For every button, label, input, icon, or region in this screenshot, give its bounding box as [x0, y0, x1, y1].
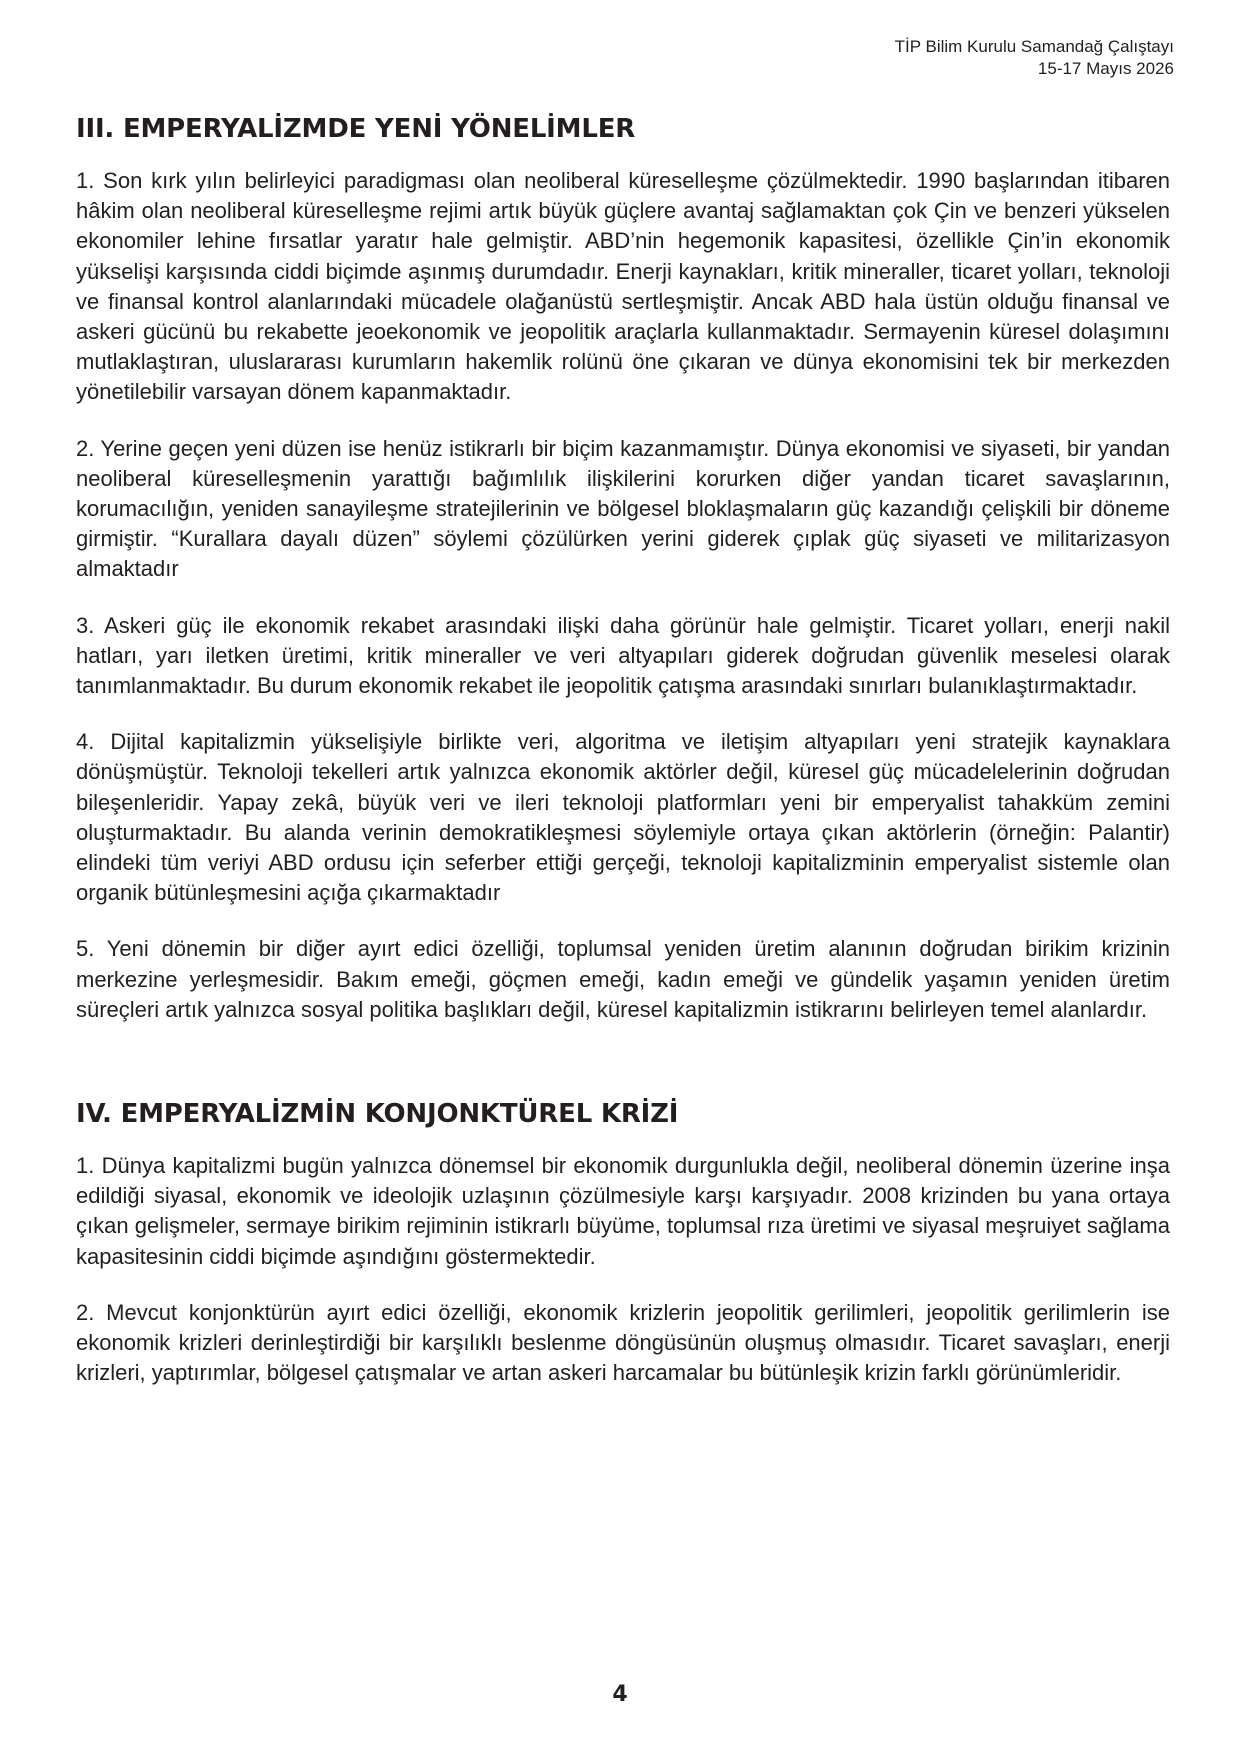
- section-iv: [76, 1097, 1170, 1388]
- page-number: 4: [612, 1682, 628, 1707]
- paragraph: 5. Yeni dönemin bir diğer ayırt edici özelliği, toplumsal yeniden üretim alanının doğrudan birikim krizinin merkezine yerleşmesidir. Bakım emeği, göçmen emeği, kadın emeği ve gündelik yaşamın yeniden üretim süreçleri artık yalnızca sosyal politika başlıkları değil, küresel kapitalizmin istikrarını belirleyen temel alanlardır.: [76, 936, 1170, 1022]
- paragraph: 3. Askeri güç ile ekonomik rekabet arasındaki ilişki daha görünür hale gelmiştir. Ticaret yolları, enerji nakil hatları, yarı iletken üretimi, kritik mineraller ve veri altyapıları giderek doğrudan güvenlik meselesi olarak tanımlanmaktadır. Bu durum ekonomik rekabet ile jeopolitik çatışma arasındaki sınırları bulanıklaştırmaktadır.: [76, 612, 1170, 699]
- header-dates: 15-17 Mayıs 2026: [1037, 59, 1174, 78]
- header-workshop-title: TİP Bilim Kurulu Samandağ Çalıştayı: [894, 37, 1174, 56]
- paragraph: 1. Dünya kapitalizmi bugün yalnızca dönemsel bir ekonomik durgunlukla değil, neoliberal dönemin üzerine inşa edildiği siyasal, ekonomik ve ideolojik uzlaşının çözülmesiyle karşı karşıyadır. 2008 krizinden bu yana ortaya çıkan gelişmeler, sermaye birikim rejiminin istikrarlı büyüme, toplumsal rıza üretimi ve siyasal meşruiyet sağlama kapasitesinin ciddi biçimde aşındığını göstermektedir.: [76, 1153, 1170, 1269]
- section-heading: III. EMPERYALİZMDE YENİ YÖNELİMLER: [76, 114, 636, 144]
- paragraph: 1. Son kırk yılın belirleyici paradigması olan neoliberal küreselleşme çözülmektedir. 1990 başlarından itibaren hâkim olan neoliberal küreselleşme rejimi artık büyük güçlere avantaj sağlamaktan çok Çin ve benzeri yükselen ekonomiler lehine fırsatlar yaratır hale gelmiştir. ABD’nin hegemonik kapasitesi, özellikle Çin’in ekonomik yükselişi karşısında ciddi biçimde aşınmış durumdadır. Enerji kaynakları, kritik mineraller, ticaret yolları, teknoloji ve finansal kontrol alanlarındaki mücadele olağanüstü sertleşmiştir. Ancak ABD hala üstün olduğu finansal ve askeri gücünü bu rekabette jeoekonomik ve jeopolitik araçlarla kullanmaktadır. Sermayenin küresel dolaşımını mutlaklaştıran, uluslararası kurumların hakemlik rolünü öne çıkaran ve dünya ekonomisini tek bir merkezden yönetilebilir varsayan dönem kapanmaktadır.: [76, 168, 1170, 405]
- paragraph: 2. Mevcut konjonktürün ayırt edici özelliği, ekonomik krizlerin jeopolitik gerilimleri, jeopolitik gerilimlerin ise ekonomik krizleri derinleştirdiği bir karşılıklı beslenme döngüsünün oluşmuş olmasıdır. Ticaret savaşları, enerji krizleri, yaptırımlar, bölgesel çatışmalar ve artan askeri harcamalar bu bütünleşik krizin farklı görünümleridir.: [76, 1299, 1170, 1386]
- page-body: [76, 112, 1170, 1389]
- section-iii: [76, 112, 1170, 1025]
- paragraph: 2. Yerine geçen yeni düzen ise henüz istikrarlı bir biçim kazanmamıştır. Dünya ekonomisi ve siyaseti, bir yandan neoliberal küreselleşmenin yarattığı bağımlılık ilişkilerini korurken diğer yandan ticaret savaşlarının, korumacılığın, yeniden sanayileşme stratejilerinin ve bölgesel bloklaşmaların güç kazandığı çelişkili bir döneme girmiştir. “Kurallara dayalı düzen” söylemi çözülürken yerini giderek çıplak güç siyaseti ve militarizasyon almaktadır: [76, 435, 1170, 582]
- paragraph: 4. Dijital kapitalizmin yükselişiyle birlikte veri, algoritma ve iletişim altyapıları yeni stratejik kaynaklara dönüşmüştür. Teknoloji tekelleri artık yalnızca ekonomik aktörler değil, küresel güç mücadelelerinin doğrudan bileşenleridir. Yapay zekâ, büyük veri ve ileri teknoloji platformları yeni bir emperyalist tahakküm zemini oluşturmaktadır. Bu alanda verinin demokratikleşmesi söylemiyle ortaya çıkan aktörlerin (örneğin: Palantir) elindeki tüm veriyi ABD ordusu için seferber ettiği gerçeği, teknoloji kapitalizminin emperyalist sistemle olan organik bütünleşmesini açığa çıkarmaktadır: [76, 729, 1170, 906]
- section-heading: IV. EMPERYALİZMİN KONJONKTÜREL KRİZİ: [76, 1099, 679, 1130]
- running-header: [895, 36, 1174, 80]
